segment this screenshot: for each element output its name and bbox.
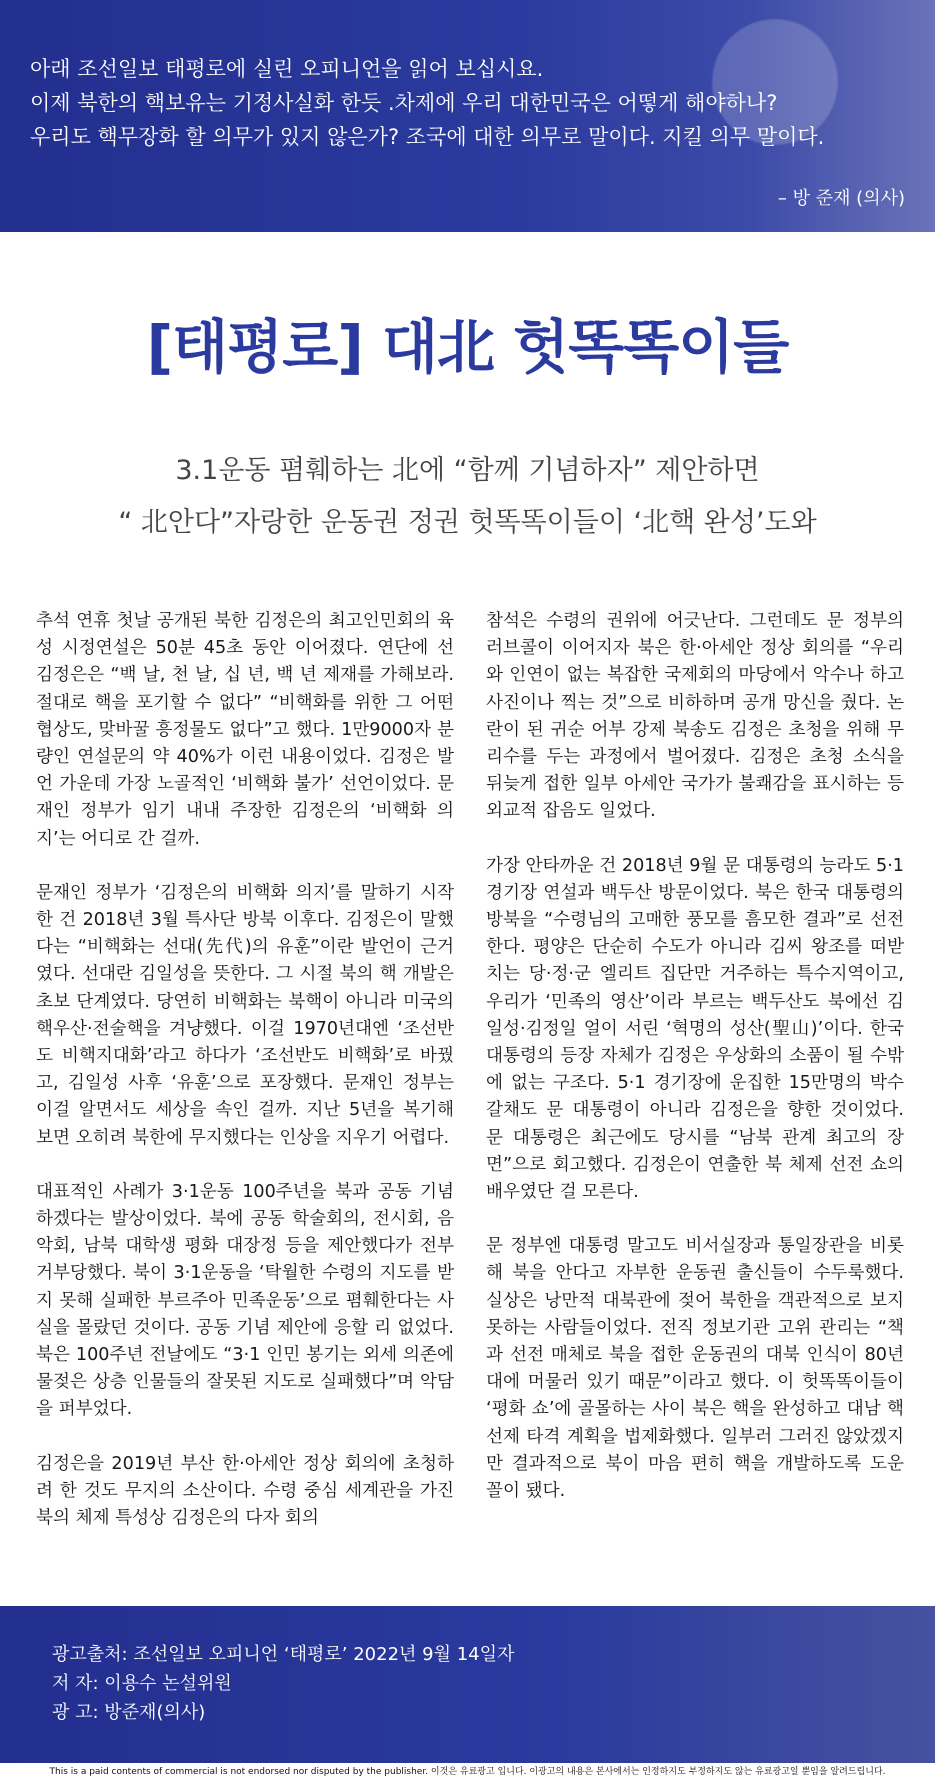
banner-line: 우리도 핵무장화 할 의무가 있지 않은가? 조국에 대한 의무로 말이다. 지킬 의무 말이다. [30,125,825,149]
banner-line: 아래 조선일보 태평로에 실린 오피니언을 읽어 보십시요. [30,57,544,81]
article-paragraph: 문재인 정부가 ‘김정은의 비핵화 의지’를 말하기 시작한 건 2018년 3월 특사단 방북 이후다. 김정은이 말했다는 “비핵화는 선대(先代)의 유훈”이란 발언이 근거였다. 선대란 김일성을 뜻한다. 그 시절 북의 핵 개발은 초보 단계였다. 당연히 비핵화는 북핵이 아니라 미국의 핵우산·전술핵을 겨냥했다. 이걸 1970년대엔 ‘조선반도 비핵지대화’라고 하다가 ‘조선반도 비핵화’로 바꿨고, 김일성 사후 ‘유훈’으로 포장했다. 문재인 정부는 이걸 알면서도 세상을 속인 걸까. 지난 5년을 복기해 보면 오히려 북한에 무지했다는 인상을 지우기 어렵다. [36,882,454,1148]
article-paragraph: 가장 안타까운 건 2018년 9월 문 대통령의 능라도 5·1 경기장 연설과 백두산 방문이었다. 북은 한국 대통령의 방북을 “수령님의 고매한 풍모를 흠모한 결과”로 선전한다. 평양은 단순히 수도가 아니라 김씨 왕조를 떠받치는 당·정·군 엘리트 집단만 거주하는 특수지역이고, 우리가 ‘민족의 영산’이라 부르는 백두산도 북에선 김일성·김정일 얼이 서린 ‘혁명의 성산(聖山)’이다. 한국 대통령의 등장 자체가 김정은 우상화의 소품이 될 수밖에 없는 구조다. 5·1 경기장에 운집한 15만명의 박수 갈채도 문 대통령이 아니라 김정은을 향한 것이었다. 문 대통령은 최근에도 당시를 “남북 관계 최고의 장면”으로 회고했다. 김정은이 연출한 북 체제 선전 쇼의 배우였단 걸 모른다. [486,855,904,1203]
article-column-left [36,608,454,1559]
credit-author: 저 자: 이용수 논설위원 [52,1673,232,1694]
credit-advertiser: 광 고: 방준재(의사) [52,1702,206,1723]
credit-source: 광고출처: 조선일보 오피니언 ‘태평로’ 2022년 9월 14일자 [52,1644,515,1665]
top-banner [0,0,935,232]
article-paragraph: 김정은을 2019년 부산 한·아세안 정상 회의에 초청하려 한 것도 무지의 소산이다. 수령 중심 세계관을 가진 북의 체제 특성상 김정은의 다자 회의 [36,1453,454,1529]
article-paragraph: 대표적인 사례가 3·1운동 100주년을 북과 공동 기념하겠다는 발상이었다. 북에 공동 학술회의, 전시회, 음악회, 남북 대학생 평화 대장정 등을 제안했다가 전부 거부당했다. 북이 3·1운동을 ‘탁월한 수령의 지도를 받지 못해 실패한 부르주아 민족운동’으로 폄훼한다는 사실을 몰랐던 것이다. 공동 기념 제안에 응할 리 없었다. 북은 100주년 전날에도 “3·1 인민 봉기는 외세 의존에 물젖은 상층 인물들의 잘못된 지도로 실패했다”며 악담을 퍼부었다. [36,1181,454,1420]
article-column-right [486,608,904,1532]
article-paragraph: 참석은 수령의 권위에 어긋난다. 그런데도 문 정부의 러브콜이 이어지자 북은 한·아세안 정상 회의를 “우리와 인연이 없는 복잡한 국제회의 마당에서 악수나 하고 사진이나 찍는 것”으로 비하하며 공개 망신을 줬다. 논란이 된 귀순 어부 강제 북송도 김정은 초청을 위해 무리수를 두는 과정에서 벌어졌다. 김정은 초청 소식을 뒤늦게 접한 일부 아세안 국가가 불쾌감을 표시하는 등 외교적 잡음도 일었다. [486,611,904,822]
article-subhead: 3.1운동 폄훼하는 北에 “함께 기념하자” 제안하면 [175,455,760,486]
article-headline: [태평로] 대北 헛똑똑이들 [146,313,789,381]
article-subhead: “ 北안다”자랑한 운동권 정권 헛똑똑이들이 ‘北핵 완성’도와 [118,507,817,538]
article-paragraph: 추석 연휴 첫날 공개된 북한 김정은의 최고인민회의 육성 시정연설은 50분 45초 동안 이어졌다. 연단에 선 김정은은 “백 날, 천 날, 십 년, 백 년 제재를 가해보라. 절대로 핵을 포기할 수 없다” “비핵화를 위한 그 어떤 협상도, 맞바꿀 흥정물도 없다”고 했다. 1만9000자 분량인 연설문의 약 40%가 이런 내용이었다. 김정은 발언 가운데 가장 노골적인 ‘비핵화 불가’ 선언이었다. 문재인 정부가 임기 내내 주장한 김정은의 ‘비핵화 의지’는 어디로 간 걸까. [36,611,454,849]
article-paragraph: 문 정부엔 대통령 말고도 비서실장과 통일장관을 비롯해 북을 안다고 자부한 운동권 출신들이 수두룩했다. 실상은 낭만적 대북관에 젖어 북한을 객관적으로 보지 못하는 사람들이었다. 전직 정보기관 고위 관리는 “책과 선전 매체로 북을 접한 운동권의 대북 인식이 80년대에 머물러 있기 때문”이라고 했다. 이 헛똑똑이들이 ‘평화 쇼’에 골몰하는 사이 북은 핵을 완성하고 대남 핵 선제 타격 계획을 법제화했다. 일부러 그러진 않았겠지만 결과적으로 북이 마음 편히 핵을 개발하도록 도운 꼴이 됐다. [486,1236,904,1502]
banner-signature: – 방 준재 (의사) [777,188,905,209]
disclaimer: This is a paid contents of commercial is not endorsed nor disputed by the publisher. 이것은 유료광고 입니다. 이광고의 내용은 본사에서는 인정하지도 부정하지도 않는 유료광고일 뿐임을 알려드립니다. [0,1763,935,1781]
bottom-banner [0,1606,935,1763]
banner-line: 이제 북한의 핵보유는 기정사실화 한듯 .차제에 우리 대한민국은 어떻게 해야하나? [30,91,778,115]
